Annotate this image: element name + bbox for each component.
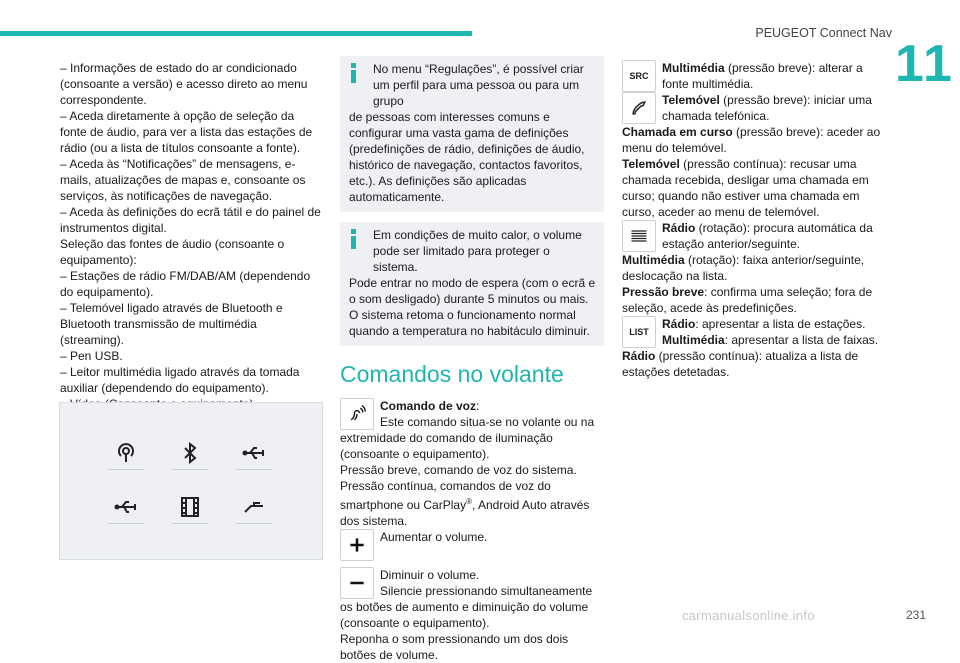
chapter-number: 11 bbox=[895, 35, 954, 93]
column-3: SRC Multimédia (pressão breve): alterar a fonte multimédia. Telemóvel (pressão breve): iniciar uma chamada telefónica. Chamada em curso (pressão breve): aceder ao menu do telemóvel. Telemóvel (pressão contínua): recusar uma chamada recebida, desligar uma chamada em curso; quando não estiver uma chamada em curso, aceder ao menu de telemóvel. Rádio (rotação): procura automática da estação anterior/seguinte. Multimédia (rotação): faixa anterior/seguinte, deslocação na lista. Pressão breve: confirma uma seleção; fora de seleção, acede às predefinições. LIST Rádio: apresentar a lista de estações. Multimédia: apresentar a lista de faixas. Rádio (pressão contínua): atualiza a lista de estações detetadas. bbox=[622, 60, 884, 380]
list-item: – Pen USB. bbox=[60, 349, 123, 363]
divider bbox=[108, 469, 144, 470]
usb-icon bbox=[236, 435, 272, 471]
list-item: – Telemóvel ligado através de Bluetooth e Bluetooth transmissão de multimédia (streaming). bbox=[60, 301, 283, 347]
minus-icon bbox=[340, 567, 374, 599]
info-note: No menu “Regulações”, é possível criar um perfil para uma pessoa ou para um grupo de pessoas com interesses comuns e configurar uma vasta gama de definições (predefinições de rádio, definições de áudio, histórico de navegação, contactos favoritos, etc.). As definições são aplicadas automaticamente. bbox=[340, 56, 604, 212]
column-2: No menu “Regulações”, é possível criar um perfil para uma pessoa ou para um grupo de pessoas com interesses comuns e configurar uma vasta gama de definições (predefinições de rádio, definições de áudio, histórico de navegação, contactos favoritos, etc.). As definições são aplicadas automaticamente. Em condições de muito calor, o volume pode ser limitado para proteger o sistema. Pode entrar no modo de espera (com o ecrã e o som desligado) durante 5 minutos ou mais. O sistema retoma o funcionamento normal quando a temperatura no habitáculo diminuir. Comandos no volante Comando de voz: Este comando situa-se no volante ou na extremidade do comando de iluminação (consoante o equipamento). Pressão breve, comando de voz do sistema. Pressão contínua, comandos de voz do smartphone ou CarPlay®, Android Auto através dos sistema. Aumentar o volume. Diminuir o volume. Silencie pressionando simultaneamente os botões de aumento e diminuição do volume (consoante o equipamento). Reponha o som pressionando um dos dois botões de volume. bbox=[340, 56, 604, 663]
list-item: – Estações de rádio FM/DAB/AM (dependendo do equipamento). bbox=[60, 269, 311, 299]
list-item: – Aceda às definições do ecrã tátil e do painel de instrumentos digital. bbox=[60, 205, 321, 235]
bluetooth-icon bbox=[172, 435, 208, 471]
thumbwheel-icon bbox=[622, 220, 656, 252]
video-icon bbox=[172, 489, 208, 525]
paragraph: Seleção das fontes de áudio (consoante o equipamento): bbox=[60, 237, 285, 267]
list-item: – Aceda diretamente à opção de seleção da fonte de áudio, para ver a lista das estações de rádio (ou a lista de títulos consoante a fonte). bbox=[60, 109, 313, 155]
header-title: PEUGEOT Connect Nav bbox=[755, 26, 892, 40]
list-button-icon: LIST bbox=[622, 316, 656, 348]
section-title: Comandos no volante bbox=[340, 361, 564, 387]
column-1 bbox=[60, 60, 322, 412]
thumbwheel-row: Rádio (rotação): procura automática da estação anterior/seguinte. bbox=[622, 220, 884, 252]
divider bbox=[236, 523, 272, 524]
radio-icon bbox=[108, 435, 144, 471]
list-item: – Leitor multimédia ligado através da tomada auxiliar (dependendo do equipamento). bbox=[60, 365, 300, 395]
volume-up-row: Aumentar o volume. bbox=[340, 529, 604, 561]
audio-sources-illustration bbox=[59, 402, 323, 560]
divider bbox=[172, 469, 208, 470]
usb-icon bbox=[108, 489, 144, 525]
list-item: – Informações de estado do ar condicionado (consoante a versão) e acesso direto ao menu correspondente. bbox=[60, 61, 308, 107]
info-icon bbox=[350, 229, 358, 249]
header-accent-bar bbox=[0, 31, 472, 36]
page-number: 231 bbox=[906, 608, 927, 622]
info-note: Em condições de muito calor, o volume pode ser limitado para proteger o sistema. Pode entrar no modo de espera (com o ecrã e o som desligado) durante 5 minutos ou mais. O sistema retoma o funcionamento normal quando a temperatura no habitáculo diminuir. bbox=[340, 222, 604, 346]
voice-command-row: Comando de voz: Este comando situa-se no volante ou na bbox=[340, 398, 604, 430]
phone-row: Telemóvel (pressão breve): iniciar uma chamada telefónica. bbox=[622, 92, 884, 124]
divider bbox=[108, 523, 144, 524]
src-button-icon: SRC bbox=[622, 60, 656, 92]
plus-icon bbox=[340, 529, 374, 561]
src-row: SRC Multimédia (pressão breve): alterar a fonte multimédia. bbox=[622, 60, 884, 92]
watermark: carmanualsonline.info bbox=[682, 608, 815, 623]
list-row: LIST Rádio: apresentar a lista de estações. Multimédia: apresentar a lista de faixas. bbox=[622, 316, 884, 348]
aux-jack-icon bbox=[236, 489, 272, 525]
volume-down-row: Diminuir o volume. Silencie pressionando simultaneamente bbox=[340, 567, 604, 599]
phone-icon bbox=[622, 92, 656, 124]
divider bbox=[172, 523, 208, 524]
info-icon bbox=[350, 63, 358, 83]
voice-command-icon bbox=[340, 398, 374, 430]
list-item: – Aceda às “Notificações” de mensagens, e-mails, atualizações de mapas e, consoante os serviços, às notificações de navegação. bbox=[60, 157, 306, 203]
divider bbox=[236, 469, 272, 470]
